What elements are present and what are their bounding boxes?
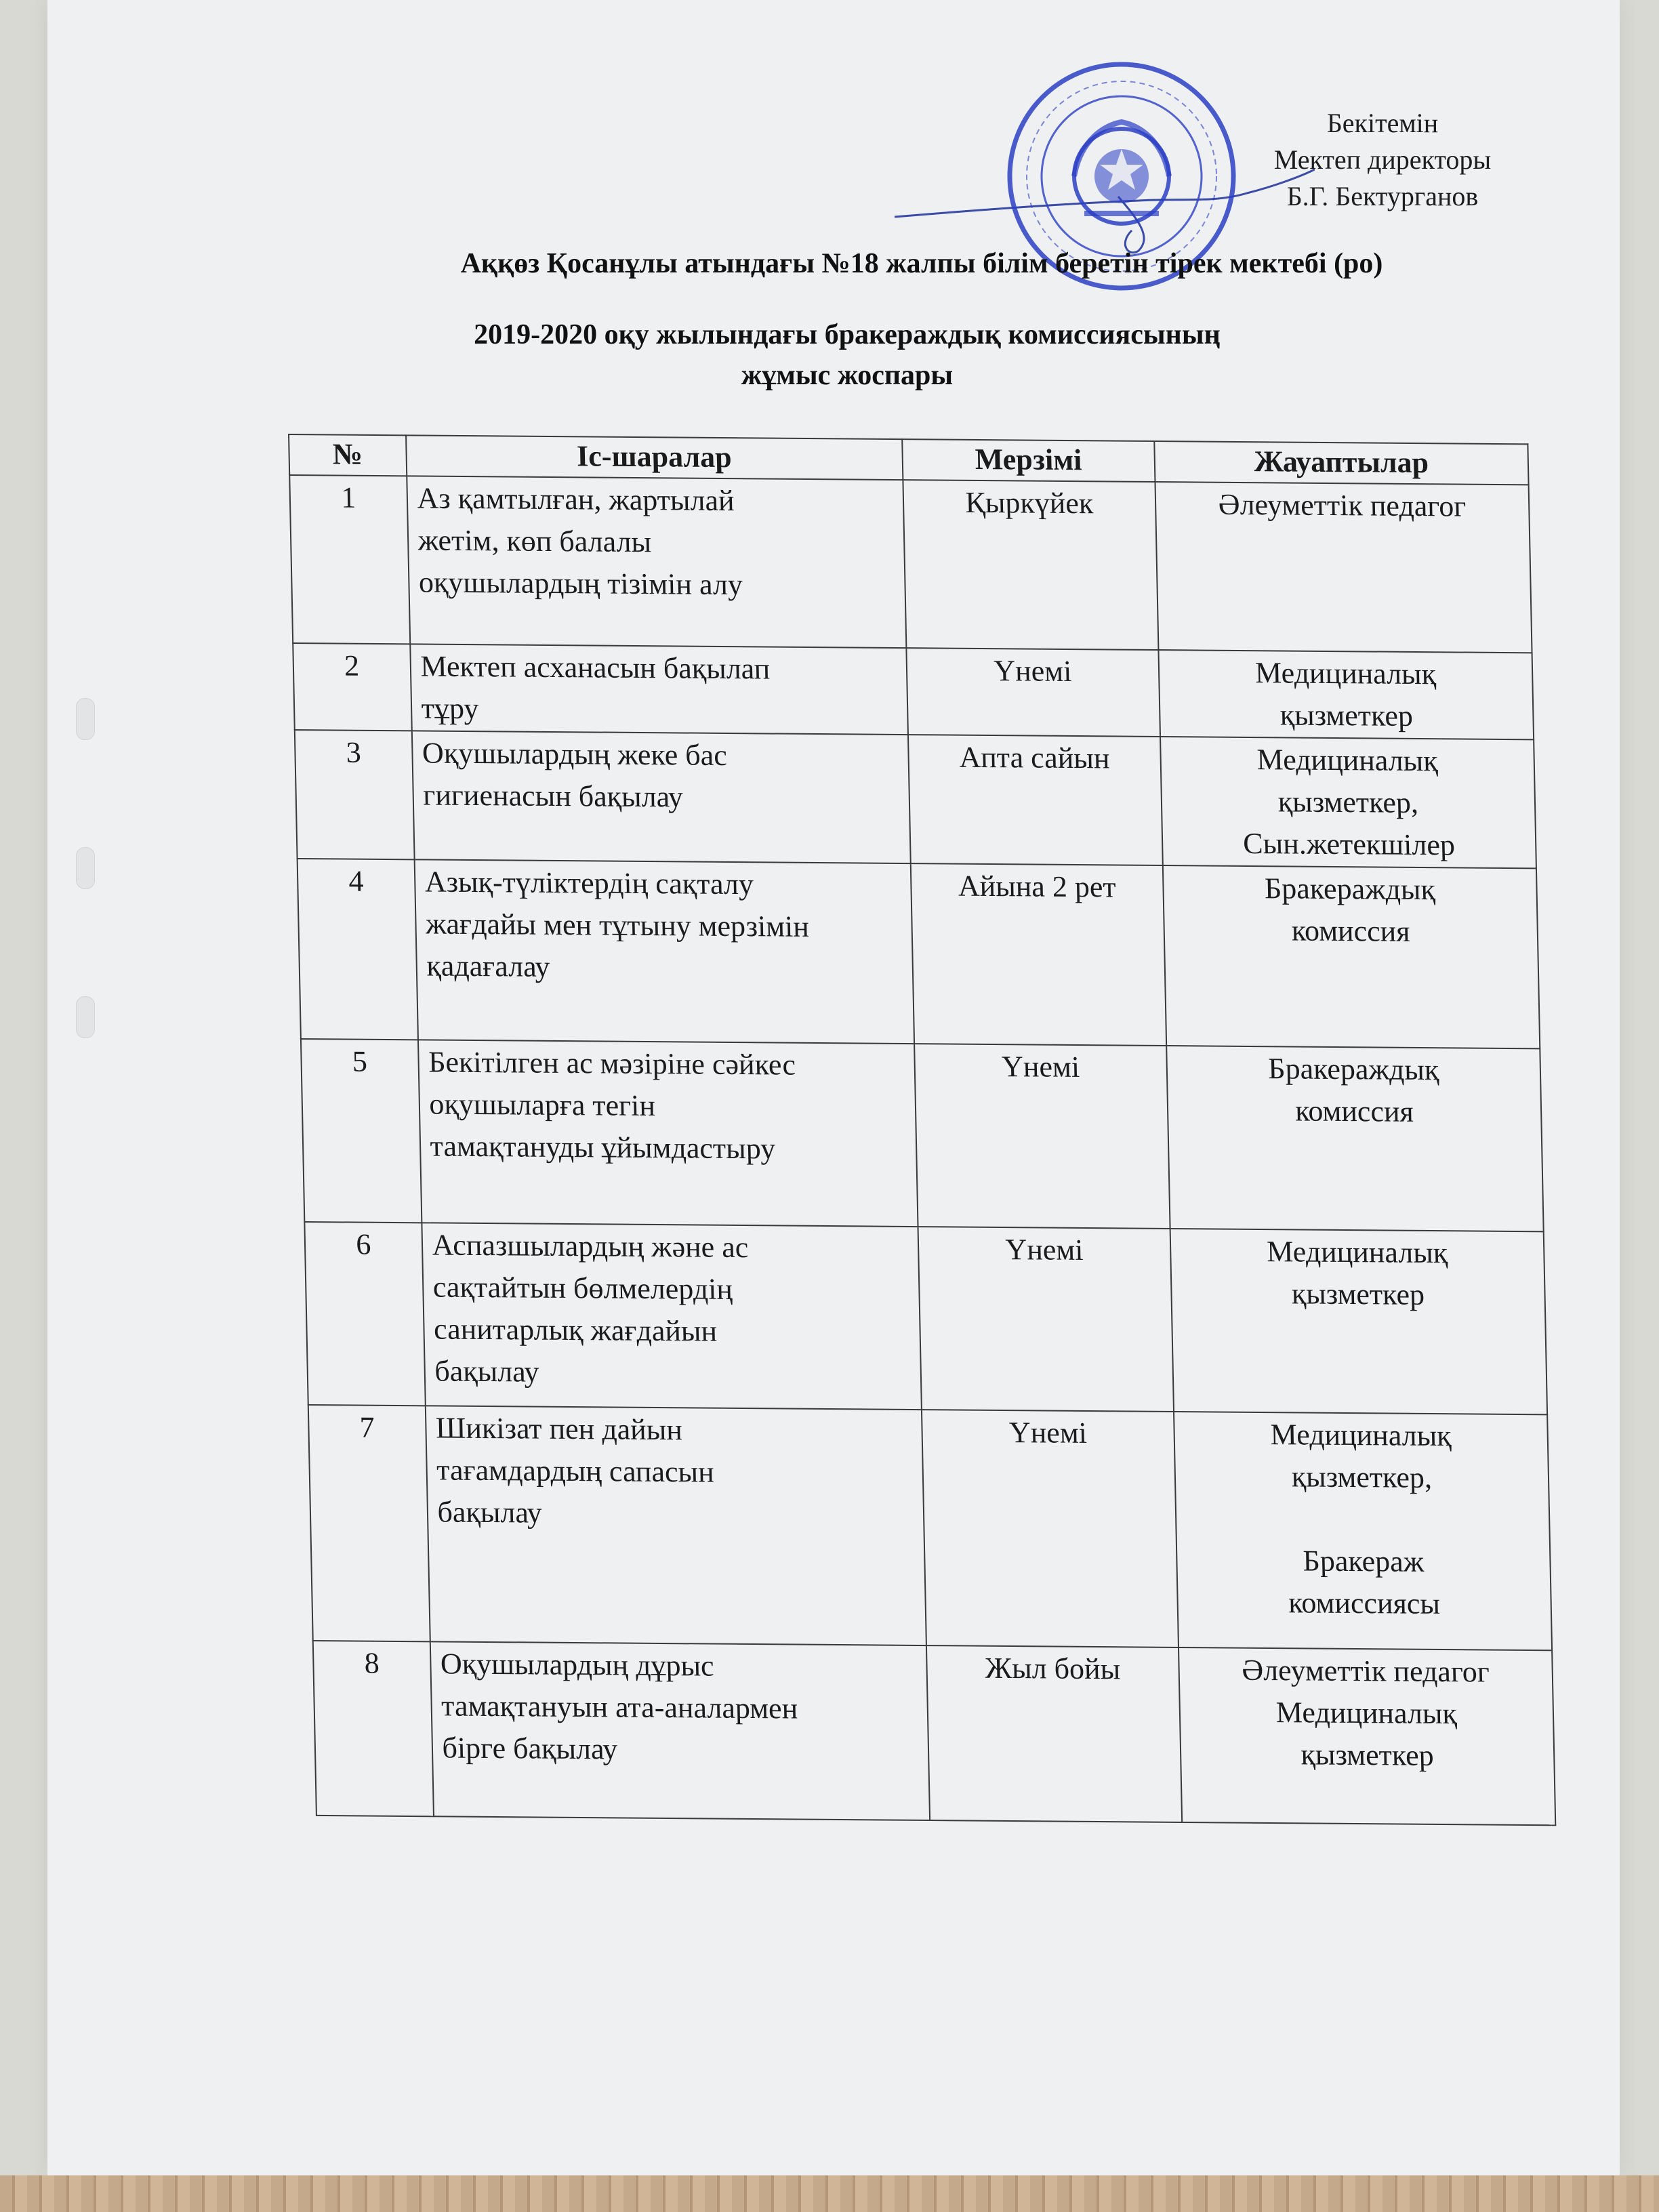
column-header-activities: Іс-шаралар xyxy=(406,435,903,480)
activity-cell: Шикізат пен дайын тағамдардың сапасын бақылау xyxy=(425,1406,926,1645)
deadline-cell: Қыркүйек xyxy=(903,480,1158,650)
row-number: 6 xyxy=(304,1222,425,1406)
row-number: 5 xyxy=(301,1039,422,1223)
deadline-cell: Айына 2 рет xyxy=(911,863,1166,1046)
activity-cell: Азық-түліктердің сақталу жағдайы мен тұтыну мерзімін қадағалау xyxy=(414,859,914,1044)
table-row xyxy=(295,730,1536,868)
table-row xyxy=(289,475,1532,653)
deadline-cell: Үнемі xyxy=(906,648,1160,737)
approval-position: Мектеп директоры xyxy=(1273,144,1492,175)
table-row xyxy=(313,1641,1556,1825)
deadline-cell: Үнемі xyxy=(914,1044,1170,1229)
activity-cell: Мектеп асханасын бақылап тұру xyxy=(410,644,908,735)
row-number: 4 xyxy=(298,859,418,1040)
responsible-cell: Медициналық қызметкер xyxy=(1170,1229,1547,1414)
responsible-cell: Әлеуметтік педагог Медициналық қызметкер xyxy=(1179,1647,1556,1825)
row-number: 7 xyxy=(308,1405,430,1641)
activity-cell: Аз қамтылған, жартылай жетім, көп балалы оқушылардың тізімін алу xyxy=(407,476,906,648)
responsible-cell: Медициналық қызметкер xyxy=(1158,650,1534,739)
punch-hole xyxy=(76,847,95,889)
plan-table xyxy=(288,434,1556,1826)
responsible-cell: Әлеуметтік педагог xyxy=(1155,482,1532,653)
activity-cell: Бекітілген ас мәзіріне сәйкес оқушыларға тегін тамақтануды ұйымдастыру xyxy=(417,1040,918,1227)
column-header-responsible: Жауаптылар xyxy=(1154,441,1529,485)
activity-cell: Аспазшылардың және ас сақтайтын бөлмелердің санитарлық жағдайын бақылау xyxy=(422,1223,922,1410)
row-number: 2 xyxy=(293,643,411,731)
approval-block xyxy=(1233,105,1532,215)
deadline-cell: Апта сайын xyxy=(908,735,1163,865)
column-header-number: № xyxy=(289,434,407,476)
document-subtitle: жұмыс жоспары xyxy=(741,360,954,391)
school-name: Аққөз Қосанұлы атындағы №18 жалпы білім беретін тірек мектебі (ро) xyxy=(460,248,1383,279)
row-number: 1 xyxy=(289,475,410,644)
punch-hole xyxy=(76,996,95,1038)
activity-cell: Оқушылардың жеке бас гигиенасын бақылау xyxy=(411,731,910,863)
punch-hole xyxy=(76,698,95,740)
responsible-cell: Медициналық қызметкер, Бракераж комиссиясы xyxy=(1174,1412,1552,1650)
document-title: 2019-2020 оқу жылындағы бракераждық комиссиясының xyxy=(474,319,1221,350)
table-row xyxy=(308,1405,1552,1650)
approval-title: Бекітемін xyxy=(1326,108,1439,138)
table-row xyxy=(293,643,1534,739)
table-row xyxy=(298,859,1540,1048)
row-number: 3 xyxy=(295,730,414,859)
desk-surface xyxy=(0,2175,1659,2212)
responsible-cell: Бракераждық комиссия xyxy=(1166,1046,1544,1231)
activity-cell: Оқушылардың дұрыс тамақтануын ата-аналармен бірге бақылау xyxy=(430,1641,930,1820)
table-row xyxy=(301,1039,1544,1231)
row-number: 8 xyxy=(313,1641,434,1816)
responsible-cell: Бракераждық комиссия xyxy=(1163,865,1540,1048)
deadline-cell: Үнемі xyxy=(922,1410,1179,1647)
deadline-cell: Жыл бойы xyxy=(926,1645,1182,1822)
responsible-cell: Медициналық қызметкер, Сын.жетекшілер xyxy=(1160,737,1536,868)
approval-name: Б.Г. Бектурганов xyxy=(1286,181,1479,211)
column-header-deadline: Мерзімі xyxy=(902,439,1155,482)
deadline-cell: Үнемі xyxy=(918,1227,1173,1412)
table-row xyxy=(304,1222,1547,1414)
